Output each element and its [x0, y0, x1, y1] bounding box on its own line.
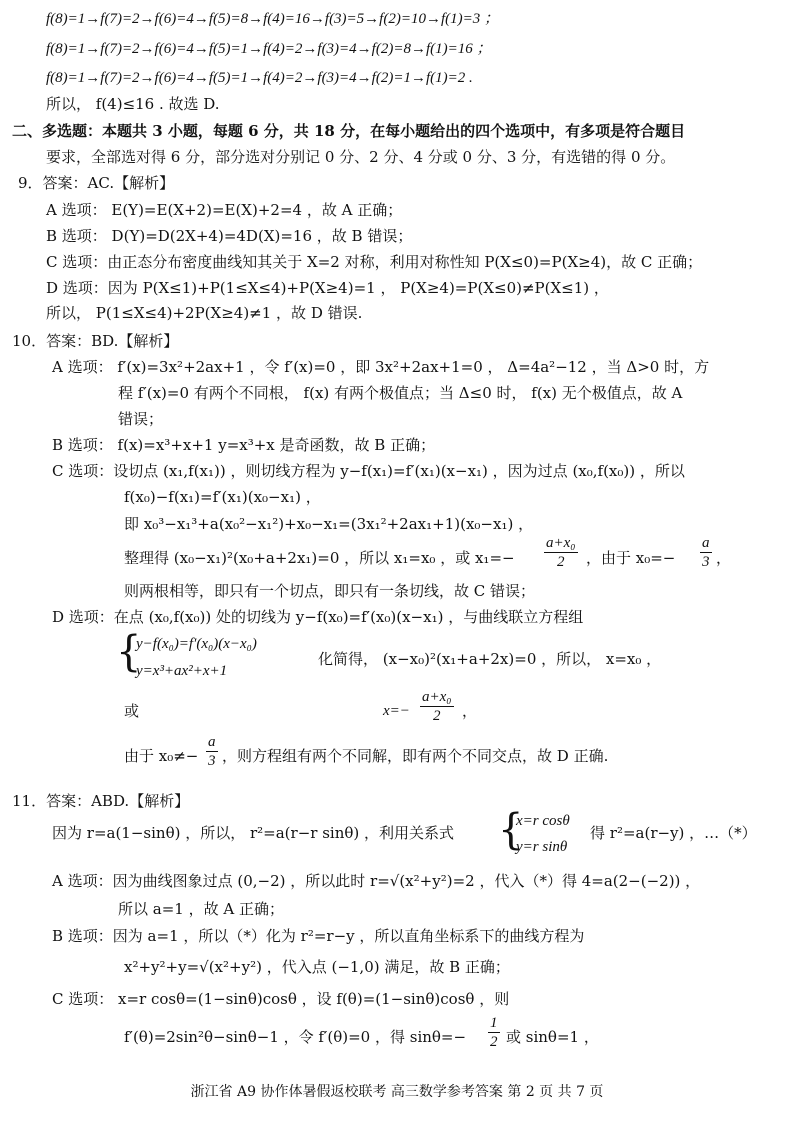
text-line: ， [462, 702, 478, 720]
fraction-numerator: 1 [490, 1015, 498, 1031]
text-line: 所以， P(1≤X≤4)+2P(X≥4)≠1 ，故 D 错误. [46, 304, 363, 322]
text-line: 或 sinθ=1 ， [506, 1028, 599, 1046]
fraction-denominator: 2 [433, 708, 441, 724]
text-line: ，由于 x₀=− [586, 549, 676, 567]
text-line: C 选项： x=r cosθ=(1−sinθ)cosθ ，设 f(θ)=(1−sinθ)cosθ ，则 [52, 990, 510, 1008]
text-line: A 选项： E(Y)=E(X+2)=E(X)+2=4 ，故 A 正确； [46, 201, 403, 219]
text-line: 或 [124, 702, 140, 720]
text-line: 即 x₀³−x₁³+a(x₀²−x₁²)+x₀−x₁=(3x₁²+2ax₁+1)(x₀−x₁) ， [124, 515, 534, 533]
section-heading: 二、多选题：本题共 3 小题，每题 6 分，共 18 分，在每小题给出的四个选项中，有多项是符合题目 [12, 122, 686, 140]
text-line: D 选项：在点 (x₀,f(x₀)) 处的切线为 y−f(x₀)=f′(x₀)(x−x₁) ，与曲线联立方程组 [52, 608, 584, 626]
text-line: 程 f′(x)=0 有两个不同根， f(x) 有两个极值点；当 Δ≤0 时， f(x) 无个极值点，故 A [118, 384, 683, 402]
fraction [206, 733, 218, 770]
text-line: A 选项：因为曲线图象过点 (0,−2) ，所以此时 r=√(x²+y²)=2 ，代入（*）得 4=a(2−(−2)) ， [52, 872, 701, 890]
fraction [420, 688, 454, 725]
fraction-numerator: a [702, 535, 710, 551]
text-line: x²+y²+y=√(x²+y²) ，代入点 (−1,0) 满足，故 B 正确； [124, 958, 510, 976]
equation-line: y=x³+ax²+x+1 [136, 663, 228, 679]
text-line: B 选项： D(Y)=D(2X+4)=4D(X)=16 ，故 B 错误； [46, 227, 413, 245]
answer-heading: 11．答案：ABD.【解析】 [12, 792, 190, 810]
text-line: x=− [383, 703, 410, 719]
text-line: 整理得 (x₀−x₁)²(x₀+a+2x₁)=0 ，所以 x₁=x₀ ，或 x₁=− [124, 549, 515, 567]
page-footer: 浙江省 A9 协作体暑假返校联考 高三数学参考答案 第 2 页 共 7 页 [190, 1084, 604, 1100]
text-line: 因为 r=a(1−sinθ) ，所以， r²=a(r−r sinθ) ，利用关系式 [52, 824, 455, 842]
text-line: 所以 a=1 ，故 A 正确； [118, 900, 284, 918]
answer-heading: 10．答案：BD.【解析】 [12, 332, 179, 350]
text-line: 要求，全部选对得 6 分，部分选对分别记 0 分、2 分、4 分或 0 分、3 分，有选错的得 0 分。 [46, 148, 676, 166]
fraction [488, 1014, 500, 1051]
fraction-numerator: a [208, 734, 216, 750]
text-line: ， [716, 549, 732, 567]
text-line: D 选项：因为 P(X≤1)+P(1≤X≤4)+P(X≥4)=1 ， P(X≥4)=P(X≤0)≠P(X≤1) ， [46, 279, 609, 297]
text-line: 得 r²=a(r−y) ，…（*） [590, 824, 757, 842]
text-line: C 选项：由正态分布密度曲线知其关于 X=2 对称，利用对称性知 P(X≤0)=P(X≥4)，故 C 正确； [46, 253, 703, 271]
text-line: 由于 x₀≠− [124, 747, 199, 765]
fraction [700, 534, 712, 571]
text-line: B 选项：因为 a=1 ，所以（*）化为 r²=r−y ，所以直角坐标系下的曲线方程为 [52, 927, 585, 945]
fraction [544, 534, 578, 571]
text-line: A 选项： f′(x)=3x²+2ax+1 ，令 f′(x)=0 ，即 3x²+2ax+1=0 ， Δ=4a²−12 ，当 Δ>0 时，方 [52, 358, 710, 376]
brace-symbol: { [498, 805, 524, 855]
fraction-denominator: 3 [702, 554, 710, 570]
text-line: f(x₀)−f(x₁)=f′(x₁)(x₀−x₁) ， [124, 488, 321, 506]
text-line: B 选项： f(x)=x³+x+1 y=x³+x 是奇函数，故 B 正确； [52, 436, 436, 454]
text-line: f′(θ)=2sin²θ−sinθ−1 ，令 f′(θ)=0 ，得 sinθ=− [124, 1028, 467, 1046]
fraction-numerator: a+x₀ [546, 535, 576, 551]
fraction-denominator: 3 [208, 753, 216, 769]
text-line: f(8)=1→f(7)=2→f(6)=4→f(5)=1→f(4)=2→f(3)=4→f(2)=8→f(1)=16 ； [46, 41, 492, 57]
equation-line: x=r cosθ [516, 813, 570, 829]
fraction-denominator: 2 [557, 554, 565, 570]
brace-symbol: { [116, 627, 142, 677]
text-line: 错误； [118, 410, 164, 428]
text-line: f(8)=1→f(7)=2→f(6)=4→f(5)=8→f(4)=16→f(3)=5→f(2)=10→f(1)=3 ； [46, 11, 499, 27]
equation-line: y=r sinθ [516, 839, 568, 855]
equation-line: y−f(x₀)=f′(x₀)(x−x₀) [136, 636, 257, 652]
fraction-numerator: a+x₀ [422, 689, 452, 705]
text-line: 化简得， (x−x₀)²(x₁+a+2x)=0 ，所以， x=x₀ ， [318, 650, 662, 668]
fraction-denominator: 2 [490, 1034, 498, 1050]
text-line: 所以， f(4)≤16 . 故选 D. [46, 95, 220, 113]
text-line: f(8)=1→f(7)=2→f(6)=4→f(5)=1→f(4)=2→f(3)=4→f(2)=1→f(1)=2 . [46, 70, 473, 86]
answer-heading: 9．答案：AC.【解析】 [18, 174, 175, 192]
text-line: C 选项：设切点 (x₁,f(x₁)) ，则切线方程为 y−f(x₁)=f′(x₁)(x−x₁) ，因为过点 (x₀,f(x₀)) ，所以 [52, 462, 685, 480]
text-line: ，则方程组有两个不同解，即有两个不同交点，故 D 正确. [222, 747, 609, 765]
text-line: 则两根相等，即只有一个切点，即只有一条切线，故 C 错误； [124, 582, 536, 600]
